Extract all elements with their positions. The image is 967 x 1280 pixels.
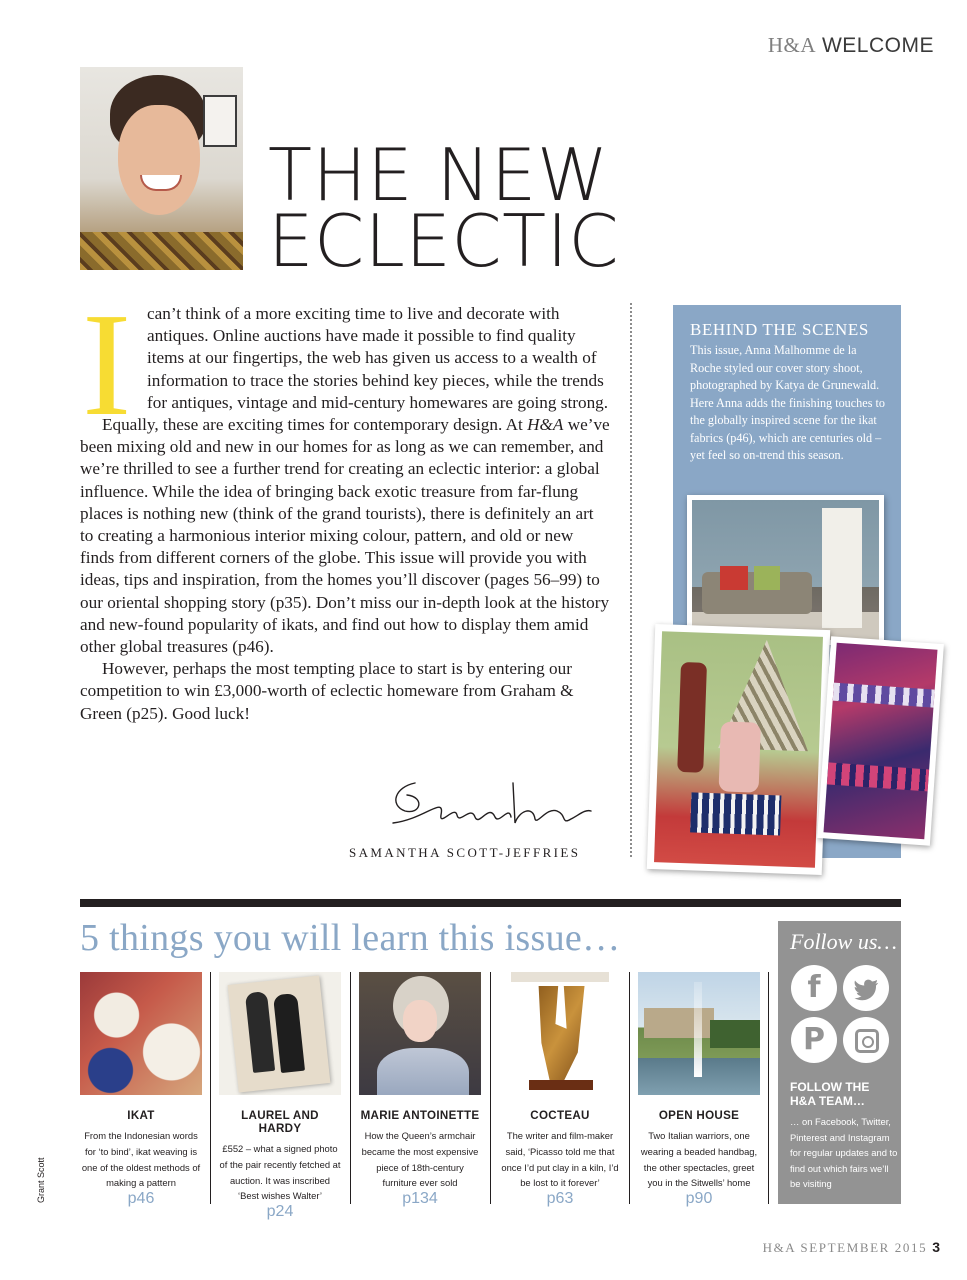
ikat-fabric-photo [817,636,944,845]
section-name: WELCOME [821,34,934,57]
thing-name: COCTEAU [530,1109,590,1122]
thing-item-ikat [80,972,202,1207]
page-title [268,133,620,283]
item-divider [490,972,491,1204]
page-footer [763,1239,940,1256]
paragraph-2: Equally, these are exciting times for contemporary design. At H&A we’ve been mixing old and new in our homes for as long as we can remember, and we’re thrilled to see a further trend for creating an eclectic interior: a global influence. While the idea of bringing back exotic treasure from far-flung places is nothing new (think of the grand tourists), there is definitely an art to creating a harmonious interior mixing colour, pattern, and old or new finds from different corners of the globe. This issue will provide you with ideas, tips and inspiration, from the homes you’ll discover (pages 56–99) to our oriental shopping story (p35). Don’t miss our in-depth look at the history and new-found popularity of ikats, and find out how to display them amid other global treasures (p46). [80,415,610,657]
thing-item-cocteau [499,972,621,1207]
brand-logo: H&A [767,33,816,57]
follow-title: Follow us… [790,929,897,954]
page-number: 3 [932,1239,940,1255]
drop-cap: I [82,283,132,447]
thing-desc: The writer and film-maker said, ‘Picasso told me that once I’d put clay in a kiln, I’d be lost to it forever’ [501,1130,619,1189]
title-line-1: THE NEW [268,133,609,217]
editor-letter [80,303,610,725]
thing-item-marie-antoinette [359,972,481,1207]
open-house-image [638,972,760,1095]
signature-name: SAMANTHA SCOTT-JEFFRIES [349,845,581,860]
photo-credit: Grant Scott [36,1157,46,1203]
issue-label: H&A SEPTEMBER 2015 [762,1240,928,1255]
paragraph-1: can’t think of a more exciting time to live and decorate with antiques. Online auctions have made it possible to find quality items at our fingertips, the web has given us access to a wealth of information to trace the stories behind key pieces, while the trends for antiques, vintage and mid-century homewares are going strong. [147,304,609,412]
thing-page: p24 [266,1203,294,1221]
laurel-and-hardy-image [219,972,341,1095]
pinterest-icon[interactable]: P [791,1017,837,1063]
thing-page: p134 [402,1190,438,1208]
brand-mention: H&A [527,415,564,435]
thing-page: p46 [127,1190,155,1208]
item-divider [768,972,769,1204]
signature-image [385,775,595,835]
thing-desc: How the Queen’s armchair became the most expensive piece of 18th-century furniture ever sold [361,1130,479,1189]
section-rule [80,899,901,907]
thing-name: LAUREL AND HARDY [241,1109,319,1135]
section-header [768,33,934,58]
ikat-image [80,972,202,1095]
behind-the-scenes-title: BEHIND THE SCENES [690,320,869,339]
living-room-photo [687,495,884,645]
thing-page: p90 [685,1190,713,1208]
thing-name: IKAT [127,1109,155,1122]
thing-desc: Two Italian warriors, one wearing a beaded handbag, the other spectacles, greet you in the Sitwells’ home [640,1130,758,1189]
paragraph-3: However, perhaps the most tempting place to start is by entering our competition to win £3,000-worth of eclectic homeware from Graham & Green (p25). Good luck! [80,659,574,723]
item-divider [350,972,351,1204]
thing-desc: £552 – what a signed photo of the pair recently fetched at auction. It was inscribed ‘Best wishes Walter’ [219,1143,341,1202]
facebook-icon[interactable]: f [791,965,837,1011]
instagram-icon[interactable] [843,1017,889,1063]
cocteau-lamp-image [499,972,621,1095]
styling-photo [647,624,830,875]
thing-page: p63 [546,1190,574,1208]
things-title: 5 things you will learn this issue… [80,917,621,959]
follow-team-heading: FOLLOW THE H&A TEAM… [790,1080,870,1108]
thing-desc: From the Indonesian words for ‘to bind’, ikat weaving is one of the oldest methods of making a pattern [81,1130,201,1189]
thing-name: MARIE ANTOINETTE [360,1109,480,1122]
follow-text: … on Facebook, Twitter, Pinterest and Instagram for regular updates and to find out which fairs we’ll be visiting [790,1116,898,1190]
column-divider [630,303,632,857]
behind-the-scenes-text: This issue, Anna Malhomme de la Roche styled our cover story shoot, photographed by Katya de Grunewald. Here Anna adds the finishing touches to the globally inspired scene for the ikat fabrics (p46), which are centuries old – yet feel so on-trend this season. [690,343,885,462]
marie-antoinette-image [359,972,481,1095]
title-line-2: ECLECTIC [268,199,620,283]
thing-item-open-house [638,972,760,1207]
thing-name: OPEN HOUSE [658,1109,740,1122]
item-divider [210,972,211,1204]
thing-item-laurel-and-hardy [219,972,341,1220]
editor-portrait [80,67,243,270]
item-divider [629,972,630,1204]
twitter-icon[interactable] [843,965,889,1011]
